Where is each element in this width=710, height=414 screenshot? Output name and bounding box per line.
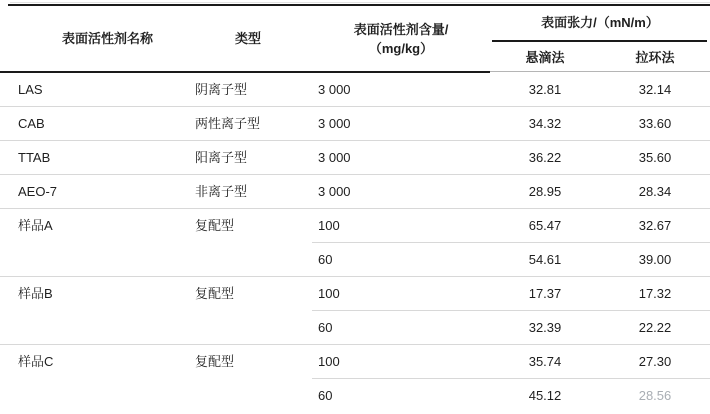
top-hairline-divider [10,2,710,3]
cell-ring: 35.60 [638,150,672,165]
cell-pendant-drop: 45.12 [528,388,562,403]
cell-pendant-drop: 34.32 [528,116,562,131]
table-row [0,345,710,379]
header-surfactant-name: 表面活性剂名称 [61,31,153,46]
header-content-line1: 表面活性剂含量/ [353,21,449,37]
cell-content: 100 [318,354,340,369]
cell-surfactant-name: TTAB [18,150,51,165]
cell-content: 100 [318,218,340,233]
cell-type: 阳离子型 [195,150,248,165]
cell-surfactant-name: 样品A [18,218,53,233]
cell-type: 复配型 [195,218,235,233]
surface-tension-group-underline [492,40,707,42]
cell-content: 3 000 [318,82,351,97]
cell-ring: 27.30 [638,354,672,369]
cell-content: 3 000 [318,150,351,165]
table-row [0,175,710,209]
table-row [0,141,710,175]
cell-content: 3 000 [318,116,351,131]
cell-ring: 28.56 [638,388,672,403]
surface-tension-table [0,4,710,413]
cell-ring: 32.67 [638,218,672,233]
table-row [0,243,710,277]
cell-ring: 33.60 [638,116,672,131]
cell-pendant-drop: 32.39 [528,320,562,335]
cell-surfactant-name: CAB [18,116,45,131]
cell-pendant-drop: 17.37 [528,286,562,301]
table-row [0,277,710,311]
cell-pendant-drop: 28.95 [528,184,562,199]
cell-pendant-drop: 35.74 [528,354,562,369]
cell-surfactant-name: 样品C [18,354,54,369]
header-pendant-drop-method: 悬滴法 [525,50,565,65]
header-type: 类型 [234,31,261,46]
header-ring-method: 拉环法 [635,50,675,65]
cell-ring: 22.22 [638,320,672,335]
table-header [0,4,710,73]
table-row [0,379,710,413]
cell-content: 60 [318,252,333,267]
cell-type: 阴离子型 [195,82,248,97]
cell-ring: 32.14 [638,82,672,97]
cell-content: 60 [318,388,333,403]
cell-pendant-drop: 54.61 [528,252,562,267]
header-surface-tension-group: 表面张力/（mN/m） [541,15,659,30]
table-body [0,73,710,413]
cell-ring: 39.00 [638,252,672,267]
cell-surfactant-name: AEO-7 [18,184,58,199]
table-row [0,107,710,141]
cell-surfactant-name: 样品B [18,286,53,301]
cell-content: 60 [318,320,333,335]
cell-pendant-drop: 32.81 [528,82,562,97]
cell-type: 非离子型 [195,184,248,199]
cell-ring: 28.34 [638,184,672,199]
cell-type: 复配型 [195,286,235,301]
table-row [0,73,710,107]
cell-pendant-drop: 36.22 [528,150,562,165]
cell-type: 复配型 [195,354,235,369]
cell-surfactant-name: LAS [18,82,43,97]
header-content [312,4,490,73]
header-bottom-rule-right [490,71,710,72]
table-row [0,311,710,345]
table-row [0,209,710,243]
cell-content: 100 [318,286,340,301]
cell-type: 两性离子型 [195,116,261,131]
header-content-line2: （mg/kg） [368,40,434,56]
cell-ring: 17.32 [638,286,672,301]
cell-pendant-drop: 65.47 [528,218,562,233]
cell-content: 3 000 [318,184,351,199]
